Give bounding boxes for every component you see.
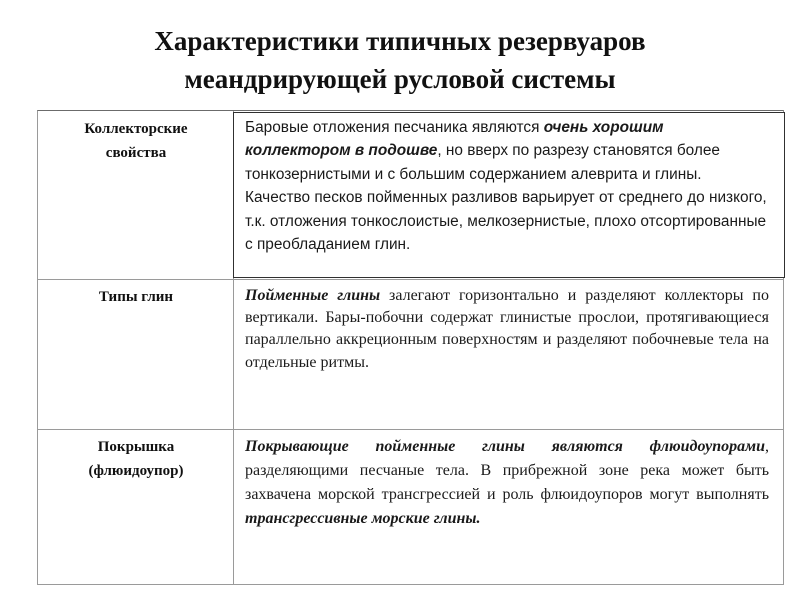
cell-reservoir-properties: [245, 116, 769, 256]
cell-emphasis: трансгрессивные морские глины.: [245, 510, 481, 527]
row-header-line: (флюидоупор): [88, 463, 184, 479]
row-header-reservoir-properties: [46, 117, 226, 165]
row-header-line: Коллекторские: [84, 121, 188, 137]
row-header-line: Покрышка: [97, 439, 175, 455]
cell-text: залегают горизонтально и разделяют коллекторы по вертикали. Бары-побочни содержат глинистые прослои, протягивающиеся параллельно аккреционным поверхностям и разделяют побочневые тела на отдельные ритмы.: [245, 287, 769, 371]
row-header-seal: [46, 435, 226, 483]
row-divider-2: [38, 429, 783, 430]
cell-text: , разделяющими песчаные тела. В прибрежной зоне река может быть захвачена морской трансгрессией и роль флюидоупоров могут выполнять: [245, 438, 769, 503]
cell-text: Баровые отложения песчаника являются: [245, 119, 544, 136]
title-line-1: Характеристики типичных резервуаров: [154, 26, 646, 56]
title-line-2: меандрирующей русловой системы: [184, 64, 616, 94]
row-header-line: Типы глин: [98, 289, 174, 305]
cell-emphasis: очень хорошим коллектором в подошве: [245, 119, 664, 160]
page-title: [0, 22, 800, 98]
cell-text: , но вверх по разрезу становятся более тонкозернистыми и с большим содержанием алеврита и глины. Качество песков пойменных разливов варьирует от среднего до низкого, т.к. отложения тонкослоистые, мелкозернистые, плохо отсортированные с преобладанием глин.: [245, 142, 767, 254]
cell-emphasis: Покрывающие пойменные глины являются флюидоупорами: [245, 438, 765, 455]
cell-clay-types: [245, 285, 769, 374]
cell-seal: [245, 435, 769, 531]
row-header-clay-types: [46, 285, 226, 309]
row-divider-1: [38, 279, 783, 280]
row-header-line: свойства: [105, 145, 167, 161]
cell-emphasis: Пойменные глины: [245, 287, 381, 304]
